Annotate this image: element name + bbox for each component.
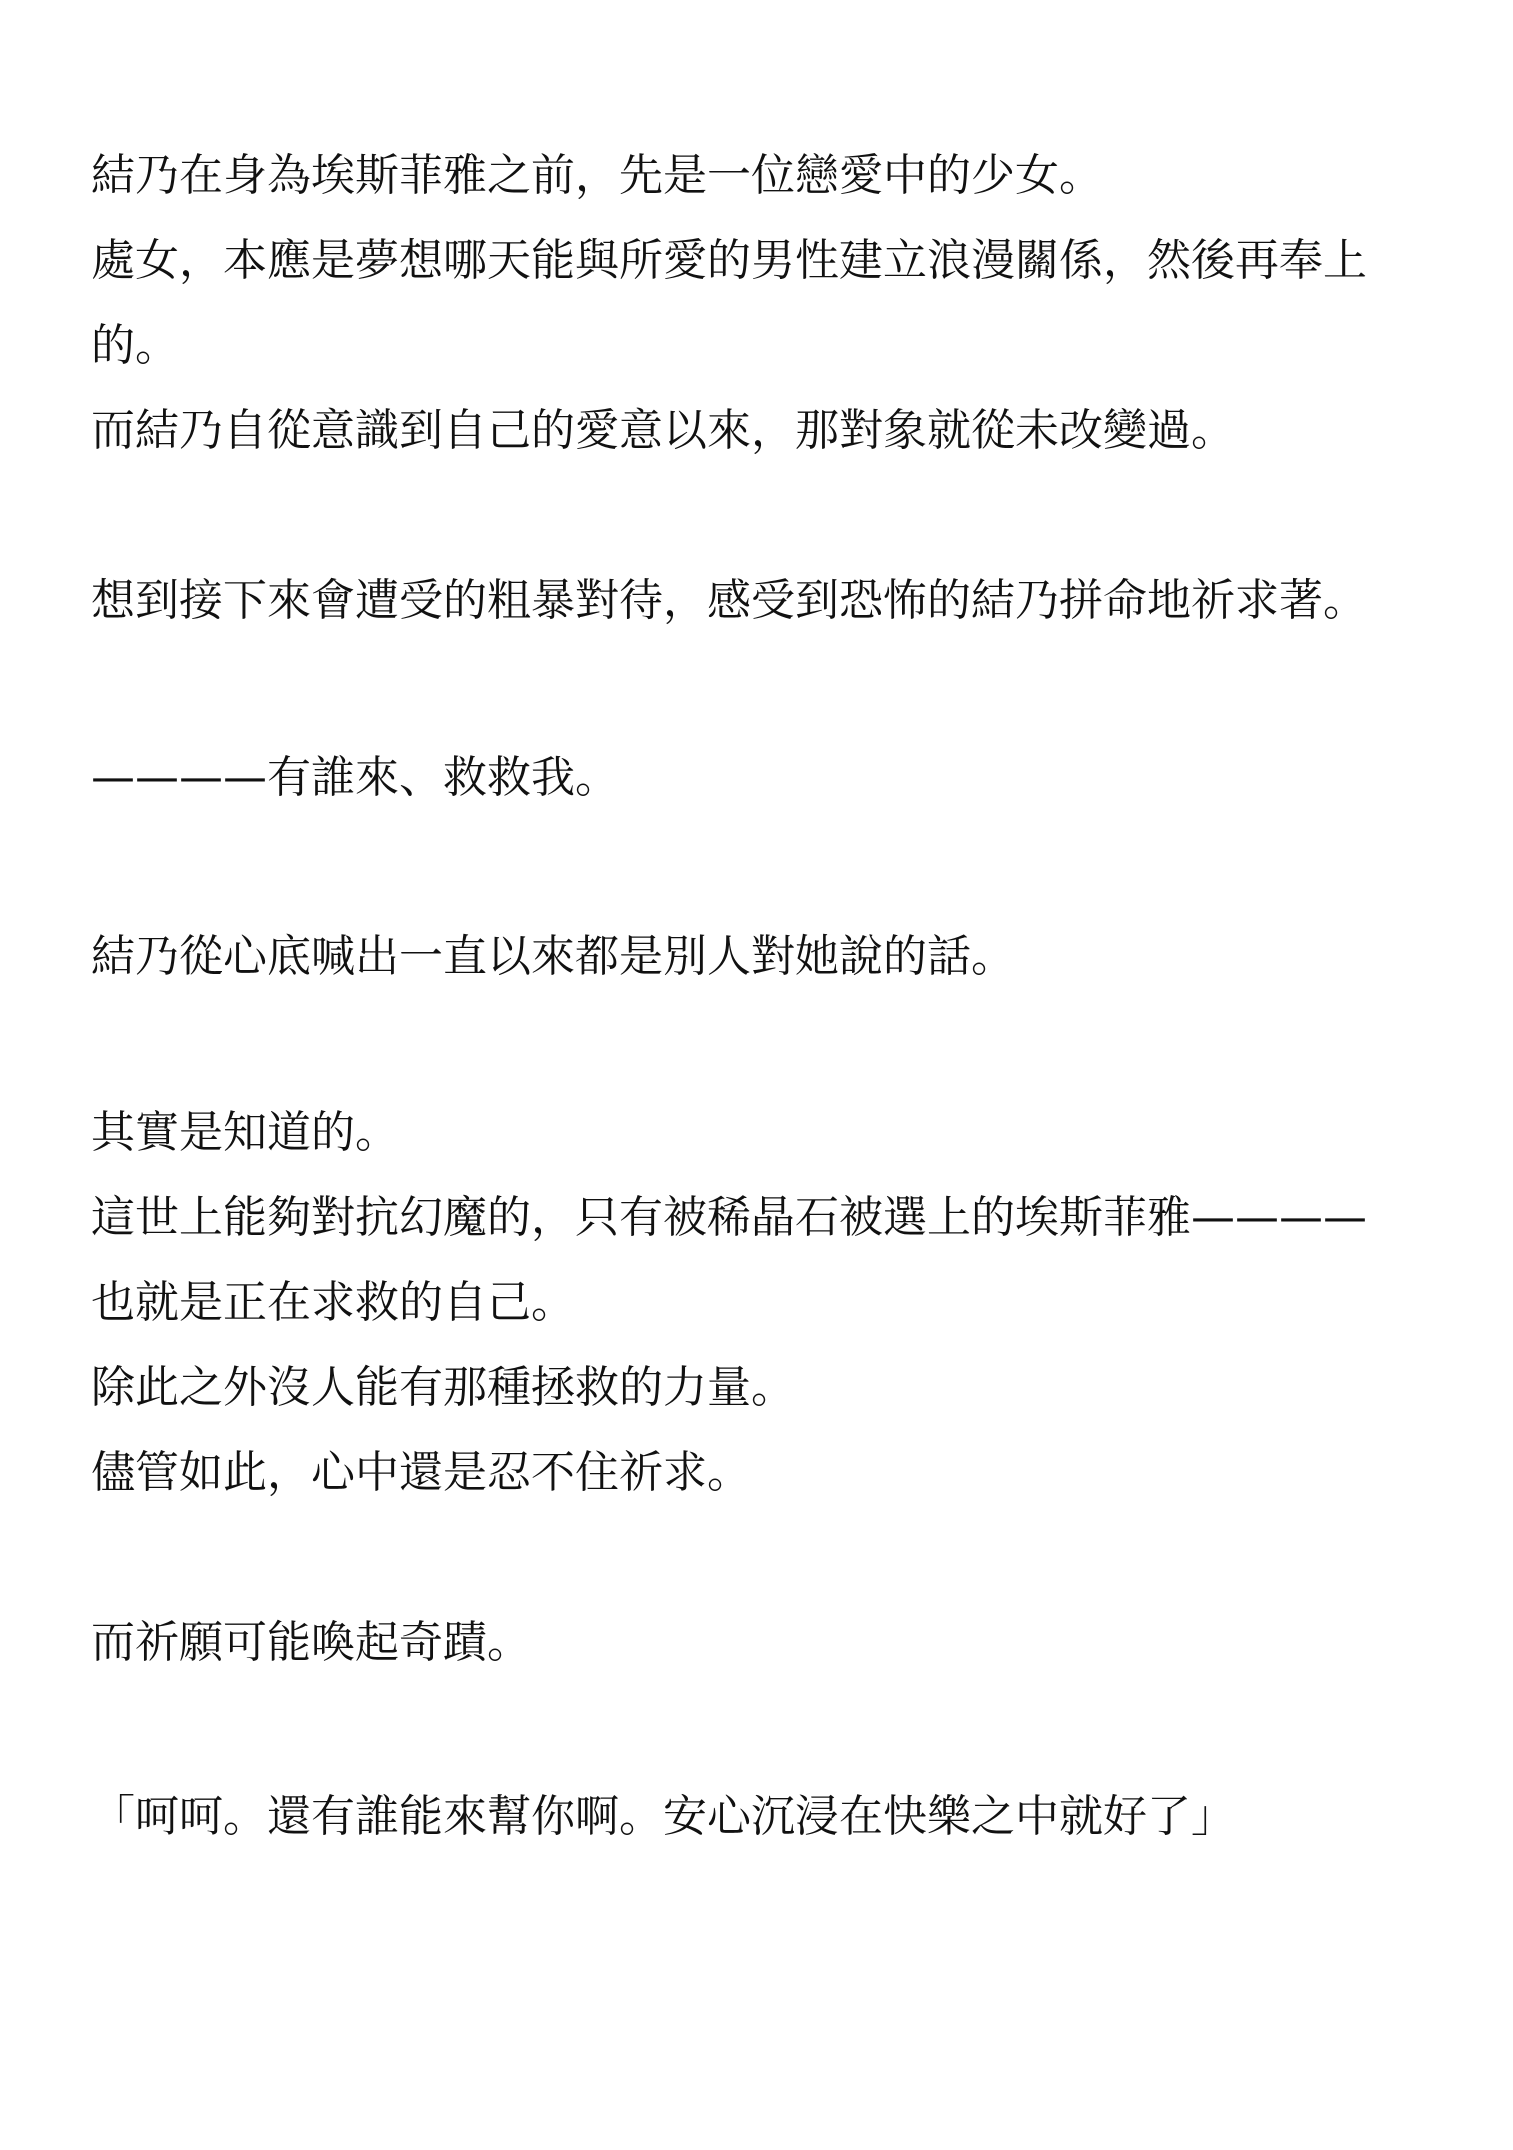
text-line: 儘管如此，心中還是忍不住祈求。 (91, 1447, 751, 1498)
text-line: 結乃從心底喊出一直以來都是別人對她說的話。 (91, 931, 1015, 982)
text-line: 想到接下來會遭受的粗暴對待，感受到恐怖的結乃拼命地祈求著。 (91, 575, 1367, 626)
text-line: 其實是知道的。 (91, 1107, 399, 1158)
text-line: 也就是正在求救的自己。 (91, 1277, 575, 1328)
text-line: 而結乃自從意識到自己的愛意以來，那對象就從未改變過。 (91, 405, 1235, 456)
text-line: 處女，本應是夢想哪天能與所愛的男性建立浪漫關係，然後再奉上 (91, 235, 1367, 286)
text-line: ————有誰來、救救我。 (91, 752, 619, 803)
text-line: 而祈願可能喚起奇蹟。 (91, 1617, 531, 1668)
text-line: 「呵呵。還有誰能來幫你啊。安心沉浸在快樂之中就好了」 (91, 1791, 1235, 1842)
text-line: 的。 (91, 320, 179, 371)
text-line: 這世上能夠對抗幻魔的，只有被稀晶石被選上的埃斯菲雅———— (91, 1192, 1367, 1243)
text-line: 除此之外沒人能有那種拯救的力量。 (91, 1362, 795, 1413)
text-line: 結乃在身為埃斯菲雅之前，先是一位戀愛中的少女。 (91, 150, 1103, 201)
